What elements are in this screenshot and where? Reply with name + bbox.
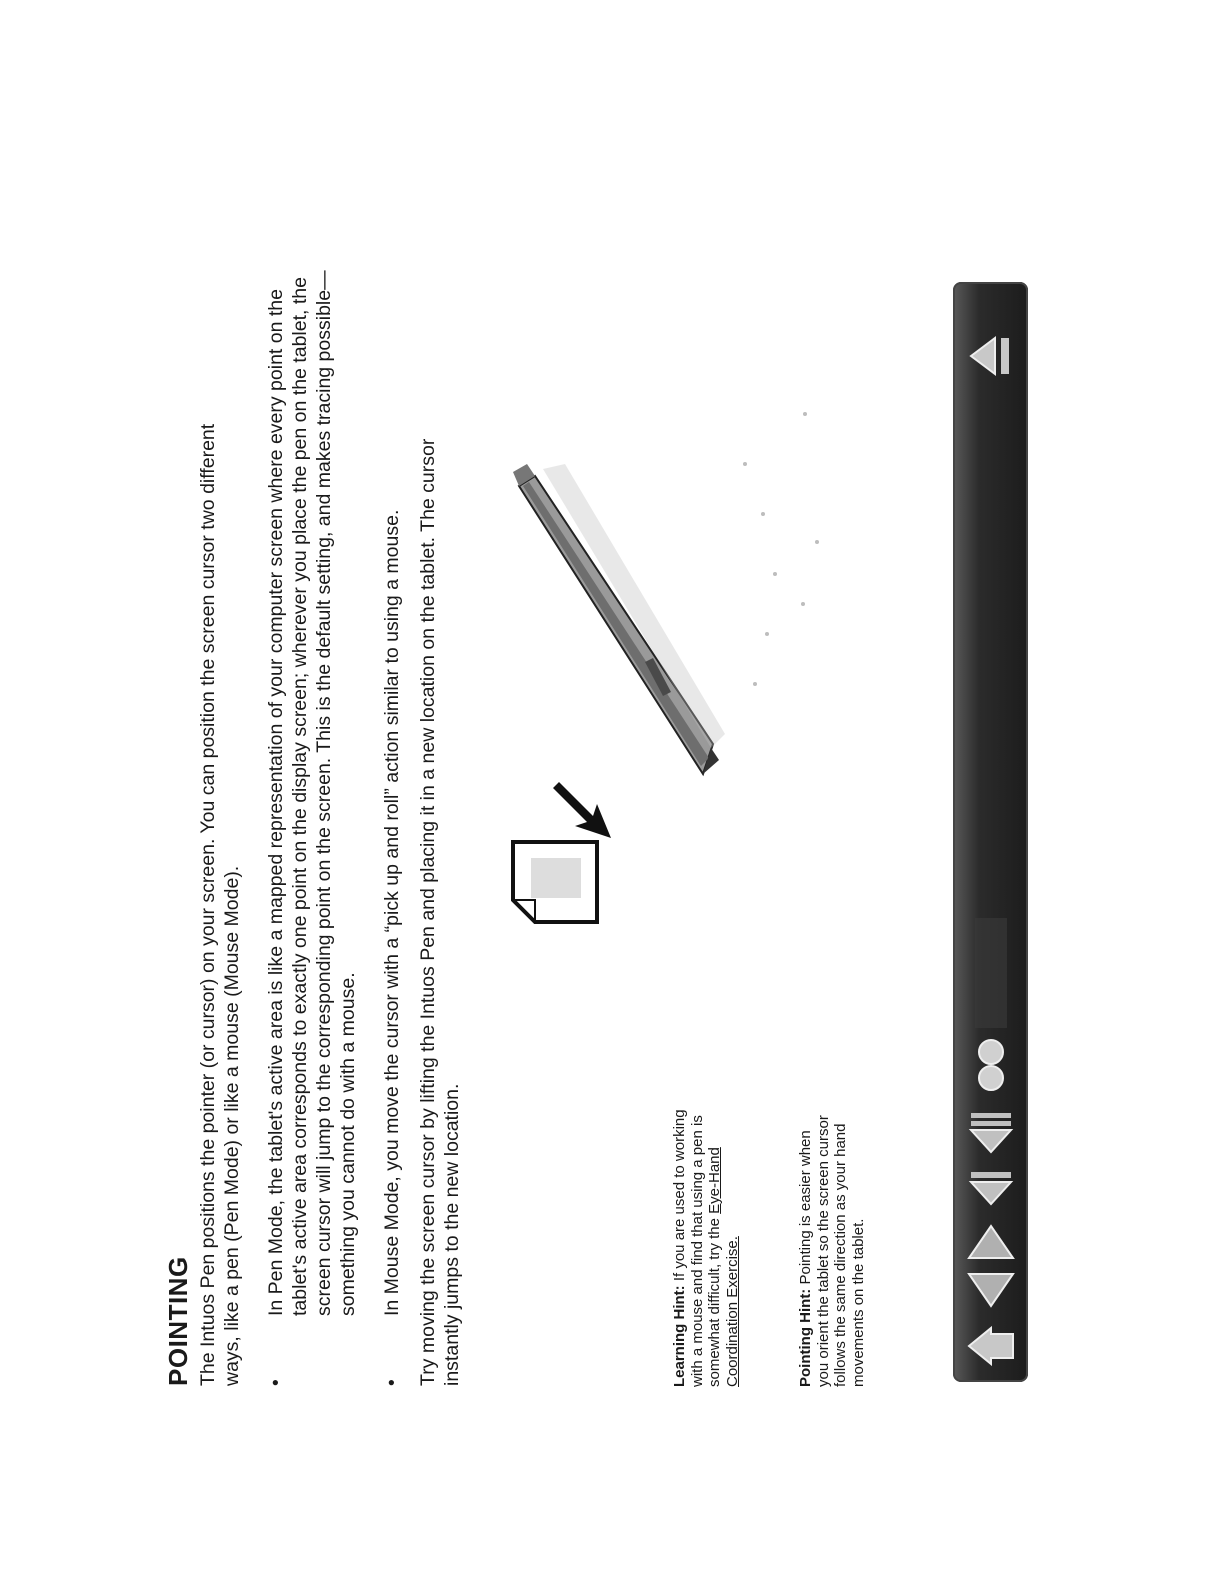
- back-icon[interactable]: [961, 1164, 1021, 1212]
- pointing-hint: [797, 1107, 867, 1387]
- learning-hint-label: Learning Hint:: [671, 1285, 688, 1387]
- list-item: • In Mouse Mode, you move the cursor with a “pick up and roll” action similar to using a mouse.: [380, 236, 404, 1386]
- previous-page-icon[interactable]: [961, 1268, 1021, 1312]
- help-icon[interactable]: [961, 1036, 1021, 1096]
- eject-icon[interactable]: [961, 334, 1021, 378]
- intro-paragraph: The Intuos Pen positions the pointer (or cursor) on your screen. You can position the screen cursor two different ways, like a pen (Pen Mode) or like a mouse (Mouse Mode).: [197, 423, 243, 1386]
- navigation-bar: [953, 282, 1028, 1382]
- screen-window-icon: [513, 842, 597, 922]
- eye-hand-exercise-link[interactable]: Eye-Hand Coordination Exercise.: [706, 1147, 741, 1387]
- back-history-icon[interactable]: [961, 1108, 1021, 1156]
- cursor-arrow-icon: [553, 782, 611, 838]
- contents-icon[interactable]: [961, 912, 1021, 1032]
- learning-hint-text: If you are used to working with a mouse and find that using a pen is somewhat difficult, try the: [671, 1109, 723, 1387]
- pointing-hint-label: Pointing Hint:: [797, 1288, 814, 1387]
- mode-list: [264, 236, 424, 1386]
- try-paragraph: Try moving the screen cursor by lifting the Intuos Pen and placing it in a new location on the tablet. The cursor instantly jumps to the new location.: [417, 438, 463, 1386]
- pointing-hint-text: Pointing is easier when you orient the tablet so the screen cursor follows the same direction as your hand movements on the tablet.: [797, 1115, 867, 1387]
- pen-illustration: [505, 374, 835, 934]
- learning-hint: [671, 1107, 741, 1387]
- home-icon[interactable]: [961, 1324, 1021, 1368]
- next-page-icon[interactable]: [961, 1220, 1021, 1264]
- page-title: POINTING: [163, 1256, 193, 1386]
- list-item: • In Pen Mode, the tablet's active area is like a mapped representation of your computer screen where every point on the tablet's active area corresponds to exactly one point on the display screen; wherever you place the pen on the tablet, the screen cursor will jump to the corresponding point on the screen. This is the default setting, and makes tracing possible—something you cannot do with a mouse.: [264, 236, 360, 1386]
- pen-icon: [513, 464, 719, 774]
